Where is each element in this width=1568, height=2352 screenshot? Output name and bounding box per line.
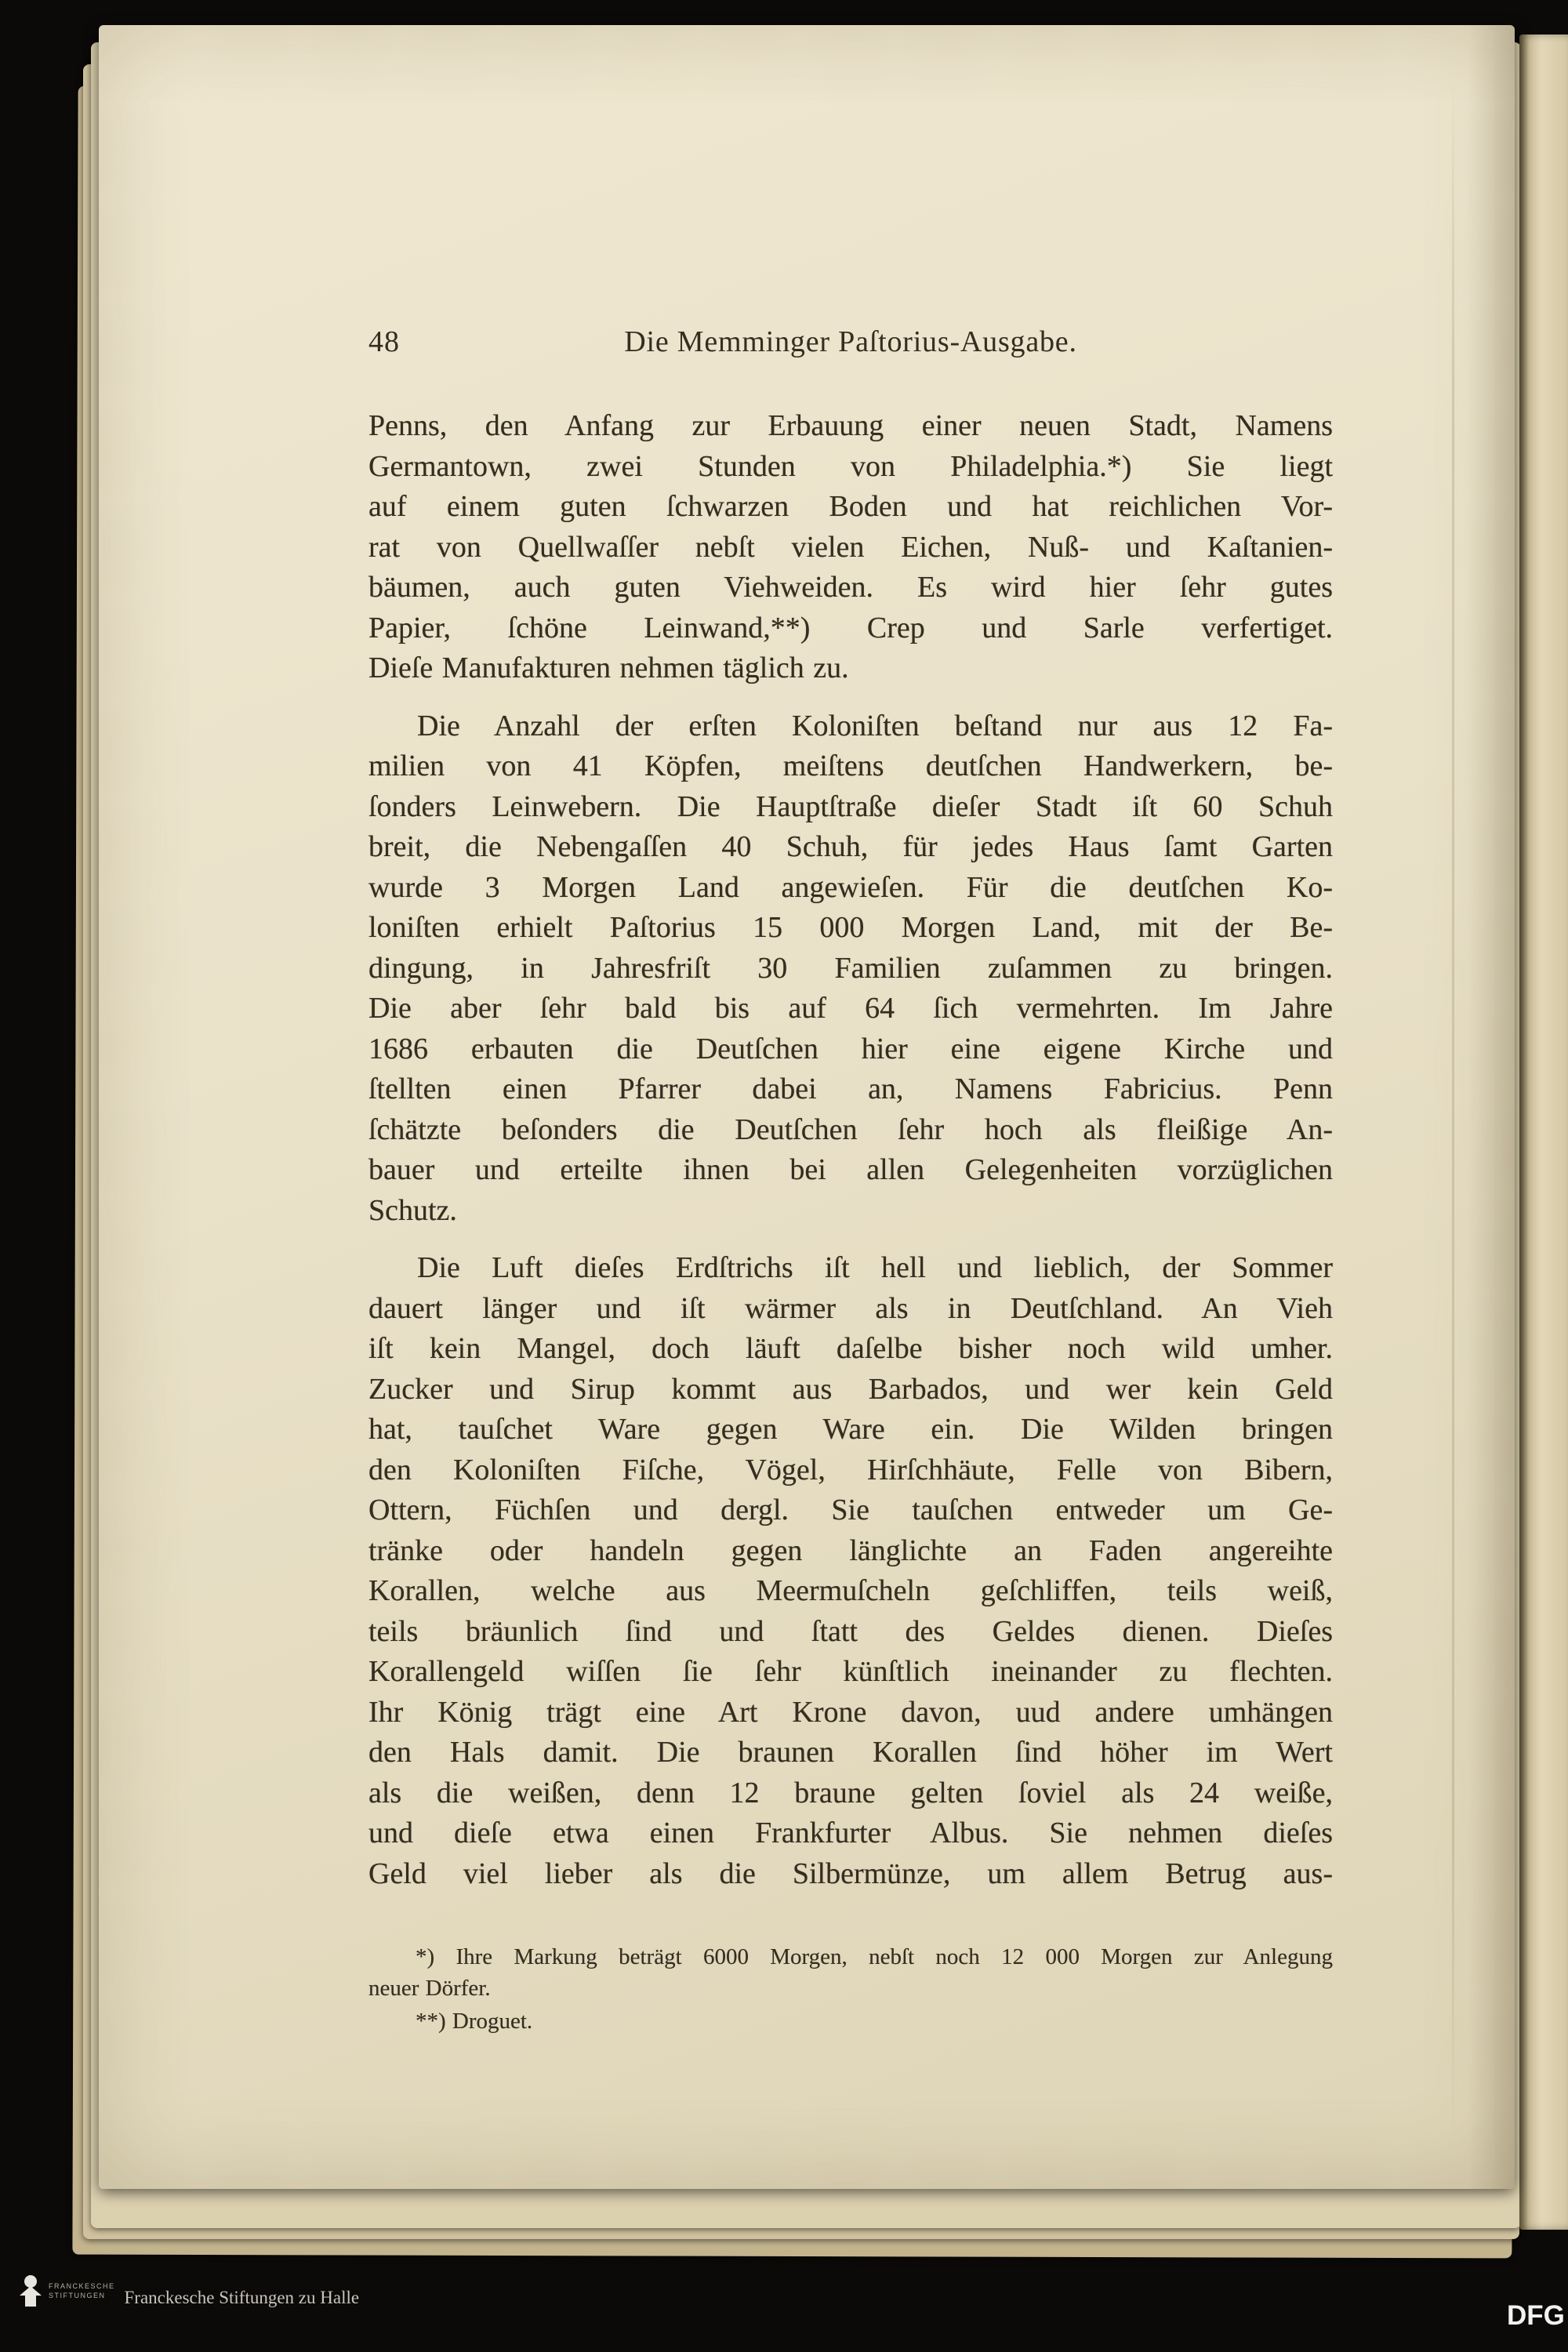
text-line: neuer Dörfer.	[368, 1976, 491, 2001]
text-line: und dieſe etwa einen Frankfurter Albus. Sie nehmen dieſes	[368, 1817, 1333, 1849]
footnotes	[368, 1941, 1333, 2037]
paragraph	[368, 1941, 1333, 2004]
text-line: teils bräunlich ſind und ſtatt des Geldes dienen. Dieſes	[368, 1614, 1333, 1648]
text-line: Dieſe Manufakturen nehmen täglich zu.	[368, 652, 849, 684]
text-line: ſtellten einen Pfarrer dabei an, Namens Fabricius. Penn	[368, 1073, 1333, 1105]
page-edge-shadow	[1468, 25, 1515, 2189]
text-line: Die aber ſehr bald bis auf 64 ſich vermehrten. Im Jahre	[368, 992, 1333, 1025]
text-line: Ihr König trägt eine Art Krone davon, uud andere umhängen	[368, 1695, 1333, 1729]
text-line: Korallengeld wiſſen ſie ſehr künſtlich ineinander zu flechten.	[368, 1655, 1333, 1688]
text-line: den Hals damit. Die braunen Korallen ſind höher im Wert	[368, 1736, 1333, 1769]
text-line: dingung, in Jahresfriſt 30 Familien zuſammen zu bringen.	[368, 951, 1333, 985]
text-line: Geld viel lieber als die Silbermünze, um allem Betrug aus-	[368, 1857, 1333, 1890]
text-line: dauert länger und iſt wärmer als in Deutſchland. An Vieh	[368, 1291, 1333, 1325]
paragraph	[368, 706, 1333, 1232]
text-line: tränke oder handeln gegen länglichte an Faden angereihte	[368, 1534, 1333, 1567]
page-number: 48	[368, 325, 400, 358]
text-line: Korallen, welche aus Meermuſcheln geſchliffen, teils weiß,	[368, 1574, 1333, 1607]
running-header	[368, 325, 1333, 365]
text-line: **) Droguet.	[416, 2009, 533, 2034]
text-line: Papier, ſchöne Leinwand,**) Crep und Sarle verfertiget.	[368, 611, 1333, 644]
text-line: bauer und erteilte ihnen bei allen Gelegenheiten vorzüglichen	[368, 1153, 1333, 1186]
page-fold-line	[1452, 72, 1454, 2142]
text-line: auf einem guten ſchwarzen Boden und hat reichlichen Vor-	[368, 490, 1333, 523]
text-line: rat von Quellwaſſer nebſt vielen Eichen, Nuß- und Kaſtanien-	[368, 530, 1333, 564]
text-line: milien von 41 Köpfen, meiſtens deutſchen Handwerkern, be-	[368, 750, 1333, 782]
library-name-label: Franckesche Stiftungen zu Halle	[124, 2288, 360, 2307]
library-logo-microtext-line: FRANCKESCHE	[49, 2282, 115, 2290]
text-line: bäumen, auch guten Viehweiden. Es wird hier ſehr gutes	[368, 571, 1333, 604]
text-line: loniſten erhielt Paſtorius 15 000 Morgen Land, mit der Be-	[368, 911, 1333, 944]
text-line: Schutz.	[368, 1193, 457, 1227]
paragraph	[368, 2005, 1333, 2037]
adjacent-page-edge	[1519, 34, 1568, 2230]
text-line: Ottern, Füchſen und dergl. Sie tauſchen entweder um Ge-	[368, 1494, 1333, 1526]
text-line: ſchätzte beſonders die Deutſchen ſehr hoch als fleißige An-	[368, 1112, 1333, 1146]
book-page	[99, 25, 1515, 2189]
text-line: wurde 3 Morgen Land angewieſen. Für die deutſchen Ko-	[368, 870, 1333, 904]
text-line: iſt kein Mangel, doch läuft daſelbe bisher noch wild umher.	[368, 1332, 1333, 1365]
text-line: breit, die Nebengaſſen 40 Schuh, für jedes Haus ſamt Garten	[368, 830, 1333, 863]
text-line: Penns, den Anfang zur Erbauung einer neuen Stadt, Namens	[368, 409, 1333, 442]
text-line: als die weißen, denn 12 braune gelten ſoviel als 24 weiße,	[368, 1776, 1333, 1809]
running-title: Die Memminger Paſtorius-Ausgabe.	[624, 325, 1077, 358]
text-line: ſonders Leinwebern. Die Hauptſtraße dieſer Stadt iſt 60 Schuh	[368, 789, 1333, 823]
library-logo-microtext	[49, 2282, 115, 2299]
paragraph	[368, 1248, 1333, 1894]
library-badge	[17, 2272, 359, 2310]
library-logo	[17, 2272, 115, 2310]
text-line: 1686 erbauten die Deutſchen hier eine eigene Kirche und	[368, 1032, 1333, 1065]
text-line: Die Anzahl der erſten Koloniſten beſtand nur aus 12 Fa-	[417, 709, 1333, 742]
library-logo-microtext-line: STIFTUNGEN	[49, 2292, 106, 2299]
text-line: Zucker und Sirup kommt aus Barbados, und wer kein Geld	[368, 1372, 1333, 1406]
text-line: Germantown, zwei Stunden von Philadelphia.*) Sie liegt	[368, 449, 1333, 483]
text-line: den Koloniſten Fiſche, Vögel, Hirſchhäute, Felle von Bibern,	[368, 1453, 1333, 1486]
text-line: *) Ihre Markung beträgt 6000 Morgen, nebſt noch 12 000 Morgen zur Anlegung	[416, 1944, 1333, 1969]
body-paragraphs	[368, 406, 1333, 1894]
body-text-block	[368, 406, 1333, 2037]
dfg-logo: DFG	[1507, 2300, 1565, 2331]
paragraph	[368, 406, 1333, 689]
text-line: hat, tauſchet Ware gegen Ware ein. Die Wilden bringen	[368, 1413, 1333, 1446]
text-line: Die Luft dieſes Erdſtrichs iſt hell und lieblich, der Sommer	[417, 1251, 1333, 1284]
library-emblem-icon	[17, 2272, 44, 2310]
